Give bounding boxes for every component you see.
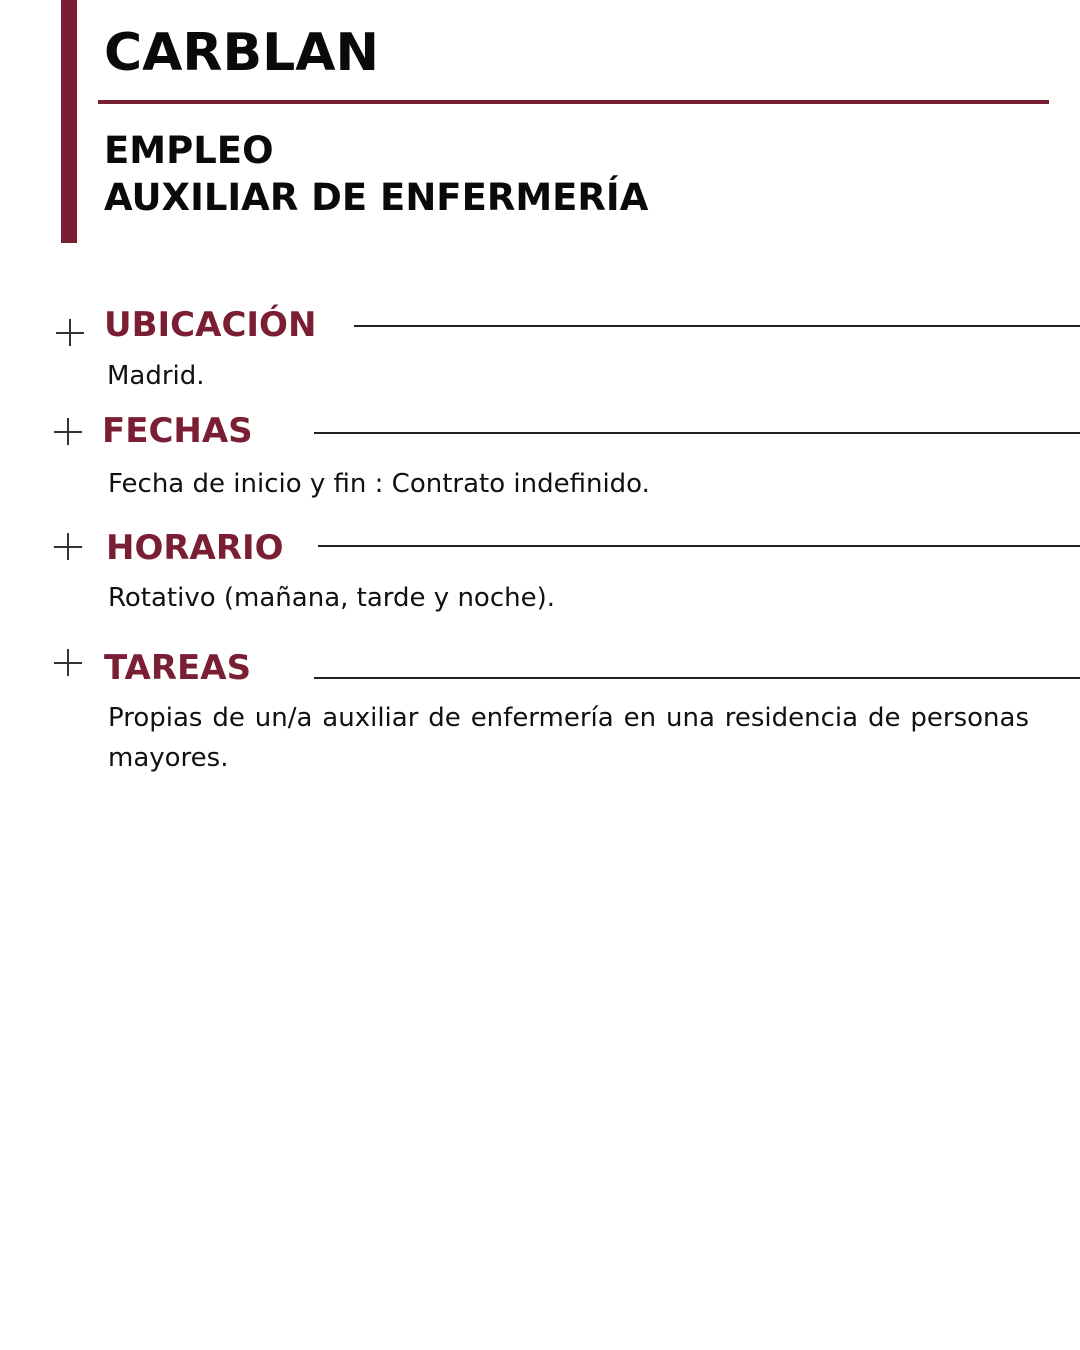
section-body-tasks: Propias de un/a auxiliar de enfermería en una residencia de personas mayores. xyxy=(108,703,1029,773)
section-divider xyxy=(314,677,1080,679)
header-divider xyxy=(98,100,1049,104)
section-divider xyxy=(314,432,1080,434)
plus-icon xyxy=(56,318,86,348)
section-divider xyxy=(318,545,1080,547)
plus-icon xyxy=(54,417,84,447)
section-heading-location: UBICACIÓN xyxy=(104,305,317,345)
section-divider xyxy=(354,325,1080,327)
company-name: CARBLAN xyxy=(104,23,379,83)
job-type: EMPLEO xyxy=(104,129,274,172)
section-body-schedule: Rotativo (mañana, tarde y noche). xyxy=(108,583,556,613)
section-body-location: Madrid. xyxy=(107,361,205,391)
section-heading-schedule: HORARIO xyxy=(106,528,284,568)
section-heading-dates: FECHAS xyxy=(102,411,253,451)
plus-icon xyxy=(54,648,84,678)
section-body-dates: Fecha de inicio y fin : Contrato indefinido. xyxy=(108,469,650,499)
accent-bar xyxy=(61,0,77,243)
job-title: AUXILIAR DE ENFERMERÍA xyxy=(104,176,649,219)
plus-icon xyxy=(54,532,84,562)
section-heading-tasks: TAREAS xyxy=(104,648,252,688)
